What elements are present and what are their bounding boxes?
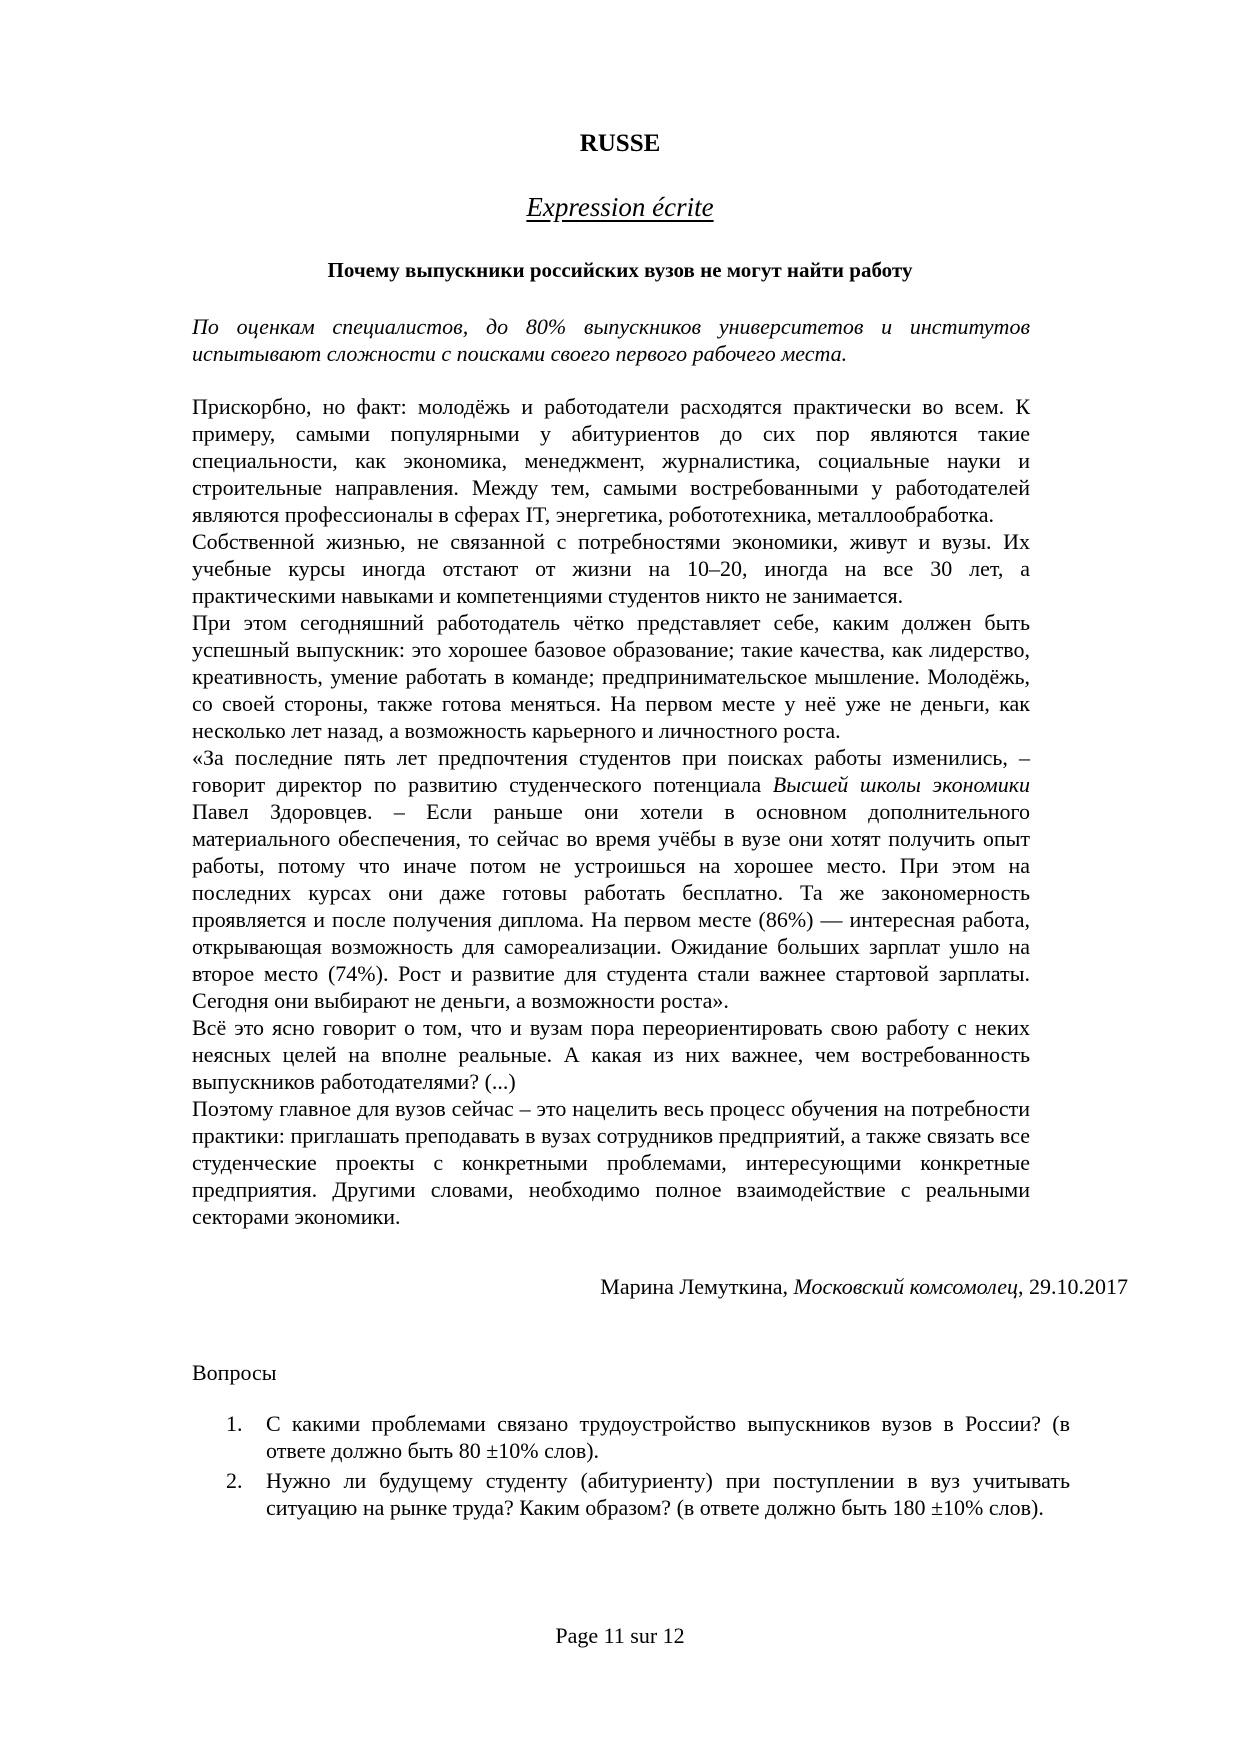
paragraph: Всё это ясно говорит о том, что и вузам пора переориентировать свою работу с неких неясных целей на вполне реальные. А какая из них важнее, чем востребованность выпускников работодателями? (...) — [192, 1015, 1030, 1094]
quote-text-end: Павел Здоровцев. – Если раньше они хотели в основном дополнительного материального обеспечения, то сейчас во время учёбы в вузе они хотят получить опыт работы, потому что иначе потом не устроишься на хорошее место. При этом на последних курсах они даже готовы работать бесплатно. Та же закономерность проявляется и после получения диплома. На первом месте (86%) — интересная работа, открывающая возможность для самореализации. Ожидание больших зарплат ушло на второе место (74%). Рост и развитие для студента стали важнее стартовой зарплаты. Сегодня они выбирают не деньги, а возможности роста». — [192, 799, 1030, 1013]
page-number: Page 11 sur 12 — [555, 1623, 685, 1648]
question-text: С какими проблемами связано трудоустройство выпускников вузов в России? (в ответе должно быть 80 ±10% слов). — [266, 1411, 1070, 1463]
question-item — [226, 1467, 1070, 1521]
question-text: Нужно ли будущему студенту (абитуриенту) при поступлении в вуз учитывать ситуацию на рынке труда? Каким образом? (в ответе должно быть 180 ±10% слов). — [266, 1468, 1070, 1520]
question-number: 1. — [226, 1411, 243, 1436]
paragraph: Собственной жизнью, не связанной с потребностями экономики, живут и вузы. Их учебные курсы иногда отстают от жизни на 10–20, иногда на все 30 лет, а практическими навыками и компетенциями студентов никто не занимается. — [192, 529, 1030, 608]
question-number: 2. — [226, 1468, 243, 1493]
article-attribution — [600, 1274, 1128, 1300]
source-publication: Московский комсомолец — [793, 1274, 1018, 1299]
article-body — [192, 393, 1030, 1230]
section-subtitle: Expression écrite — [526, 192, 714, 222]
question-item — [226, 1410, 1070, 1464]
questions-label: Вопросы — [192, 1360, 277, 1385]
quote-text-start: «За последние пять лет предпочтения студентов при поисках работы изменились, – говорит директор по развитию студенческого потенциала — [192, 745, 1030, 797]
paragraph: Прискорбно, но факт: молодёжь и работодатели расходятся практически во всем. К примеру, самыми популярными у абитуриентов до сих пор являются такие специальности, как экономика, менеджмент, журналистика, социальные науки и строительные направления. Между тем, самыми востребованными у работодателей являются профессионалы в сферах IT, энергетика, робототехника, металлообработка. — [192, 394, 1030, 527]
author-name: Марина Лемуткина, — [600, 1274, 794, 1299]
paragraph: При этом сегодняшний работодатель чётко представляет себе, каким должен быть успешный выпускник: это хорошее базовое образование; такие качества, как лидерство, креативность, умение работать в команде; предпринимательское мышление. Молодёжь, со своей стороны, также готова меняться. На первом месте у неё уже не деньги, как несколько лет назад, а возможность карьерного и личностного роста. — [192, 610, 1030, 743]
article-lead: По оценкам специалистов, до 80% выпускников университетов и институтов испытывают сложности с поисками своего первого рабочего места. — [192, 314, 1030, 366]
paragraph: Поэтому главное для вузов сейчас – это нацелить весь процесс обучения на потребности практики: приглашать преподавать в вузах сотрудников предприятий, а также связать все студенческие проекты с конкретными проблемами, интересующими конкретные предприятия. Другими словами, необходимо полное взаимодействие с реальными секторами экономики. — [192, 1096, 1030, 1229]
questions-list — [226, 1410, 1070, 1524]
publication-date: , 29.10.2017 — [1018, 1274, 1128, 1299]
quote-institution: Высшей школы экономики — [772, 772, 1030, 797]
article-title: Почему выпускники российских вузов не могут найти работу — [327, 258, 913, 282]
document-title: RUSSE — [579, 130, 661, 157]
quote-paragraph — [192, 744, 1030, 1014]
